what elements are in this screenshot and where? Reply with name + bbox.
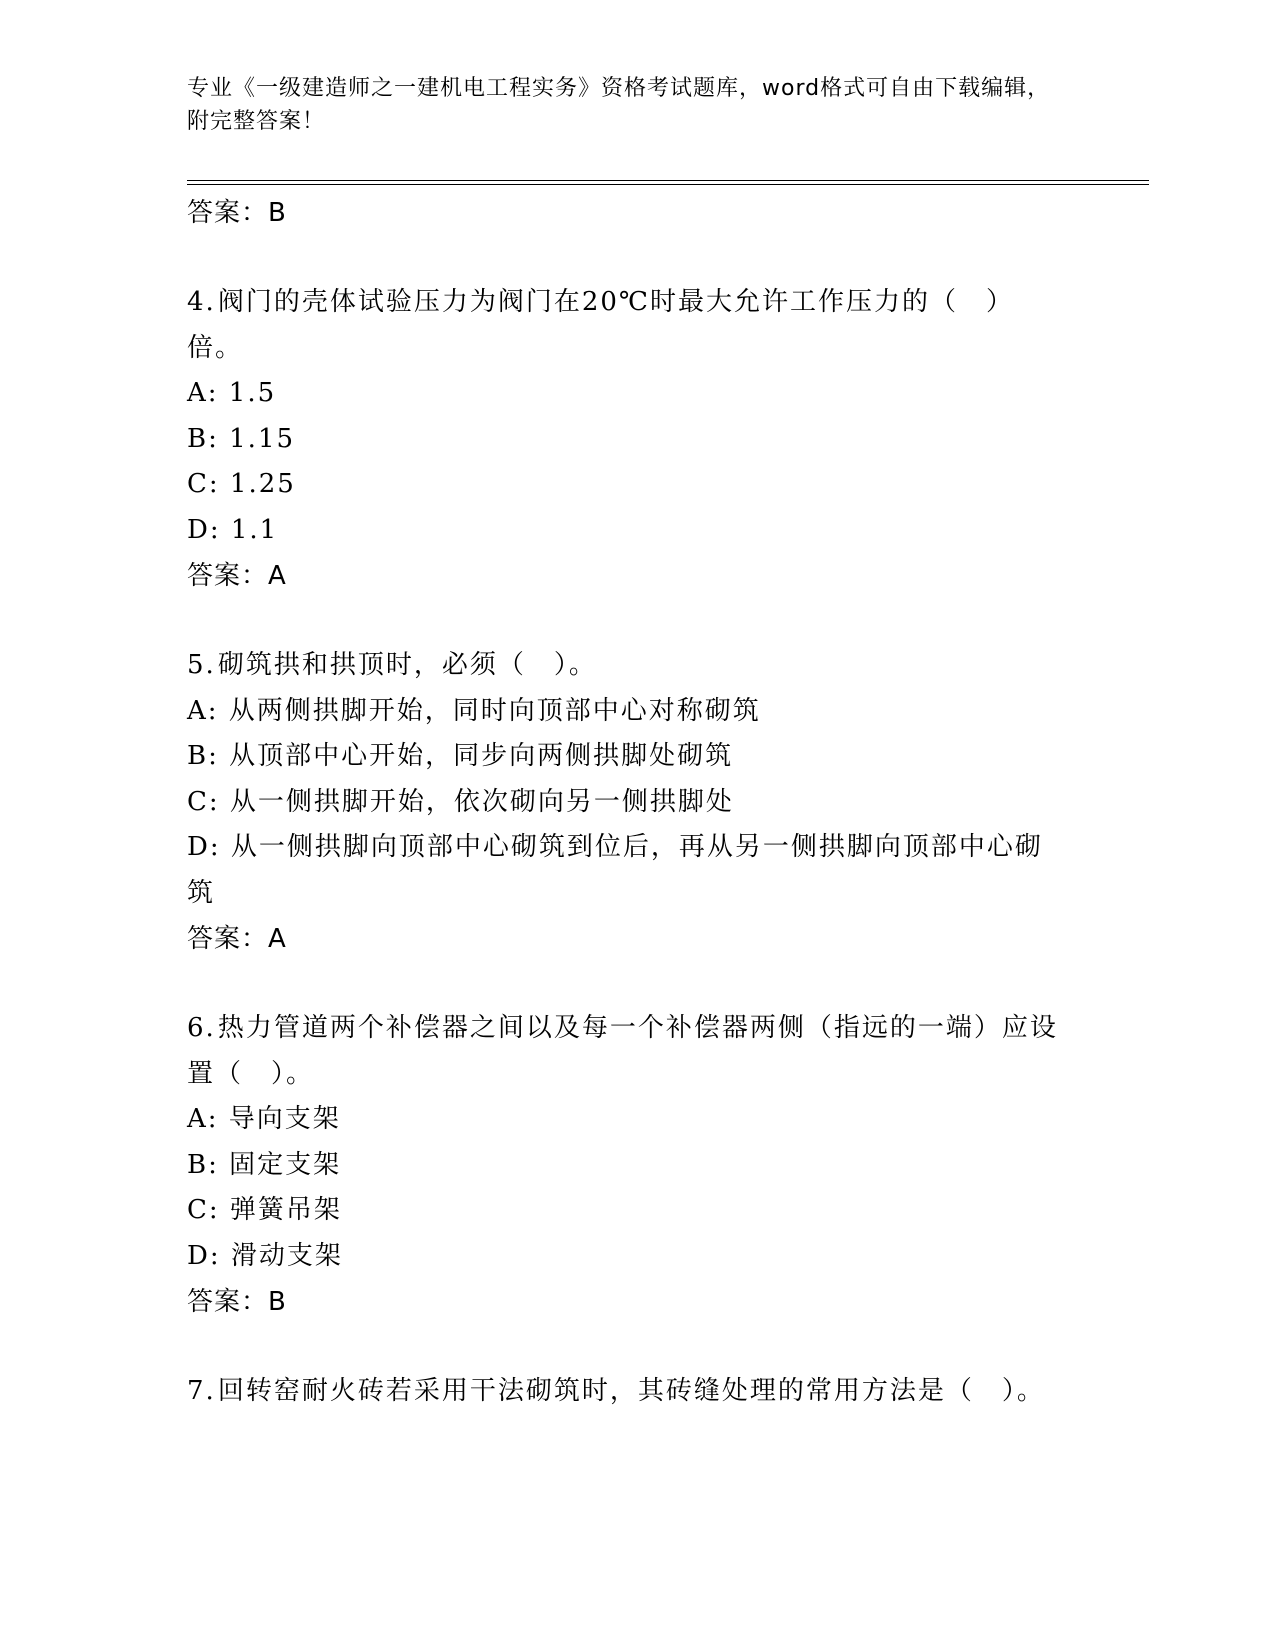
option-a: A: 从两侧拱脚开始，同时向顶部中心对称砌筑 [187,695,761,726]
question-5 [187,643,1087,962]
option-d: D: 滑动支架 [187,1240,343,1271]
question-number: 7. [187,1376,216,1406]
option-d: D: 1.1 [187,514,279,545]
question-4 [187,280,1087,599]
document-header [187,72,1067,138]
option-b: B: 1.15 [187,423,296,454]
option-c: C: 弹簧吊架 [187,1195,342,1225]
option-a: A: 导向支架 [187,1104,341,1134]
answer-line: 答案：A [187,561,287,591]
question-7 [187,1369,1087,1415]
question-text [187,280,1067,371]
document-body [187,190,1087,1415]
option-b: B: 从顶部中心开始，同步向两侧拱脚处砌筑 [187,741,734,771]
option-d: D: 从一侧拱脚向顶部中心砌筑到位后，再从另一侧拱脚向顶部中心砌筑 [187,832,1043,908]
header-divider-bottom [187,184,1149,185]
question-number: 5. [187,650,216,680]
header-divider-top [187,180,1149,181]
question-stem: 砌筑拱和拱顶时，必须（ ）。 [217,650,597,680]
question-text [187,1006,1067,1097]
question-stem: 阀门的壳体试验压力为阀门在20℃时最大允许工作压力的（ ）倍。 [187,287,1014,363]
question-6 [187,1006,1087,1325]
option-b: B: 固定支架 [187,1149,342,1180]
option-c: C: 1.25 [187,469,296,499]
question-text [187,643,1067,689]
option-a: A: 1.5 [187,378,277,408]
answer-line: 答案：B [187,198,287,228]
option-c: C: 从一侧拱脚开始，依次砌向另一侧拱脚处 [187,786,734,817]
question-text [187,1369,1067,1415]
question-stem: 热力管道两个补偿器之间以及每一个补偿器两侧（指远的一端）应设置（ ）。 [187,1013,1058,1089]
answer-line: 答案：B [187,1287,287,1317]
question-stem: 回转窑耐火砖若采用干法砌筑时，其砖缝处理的常用方法是（ ）。 [217,1376,1045,1406]
answer-line: 答案：A [187,924,287,954]
question-number: 4. [187,287,216,317]
header-text: 专业《一级建造师之一建机电工程实务》资格考试题库，word格式可自由下载编辑，附完整答案！ [187,76,1051,134]
question-number: 6. [187,1013,216,1043]
